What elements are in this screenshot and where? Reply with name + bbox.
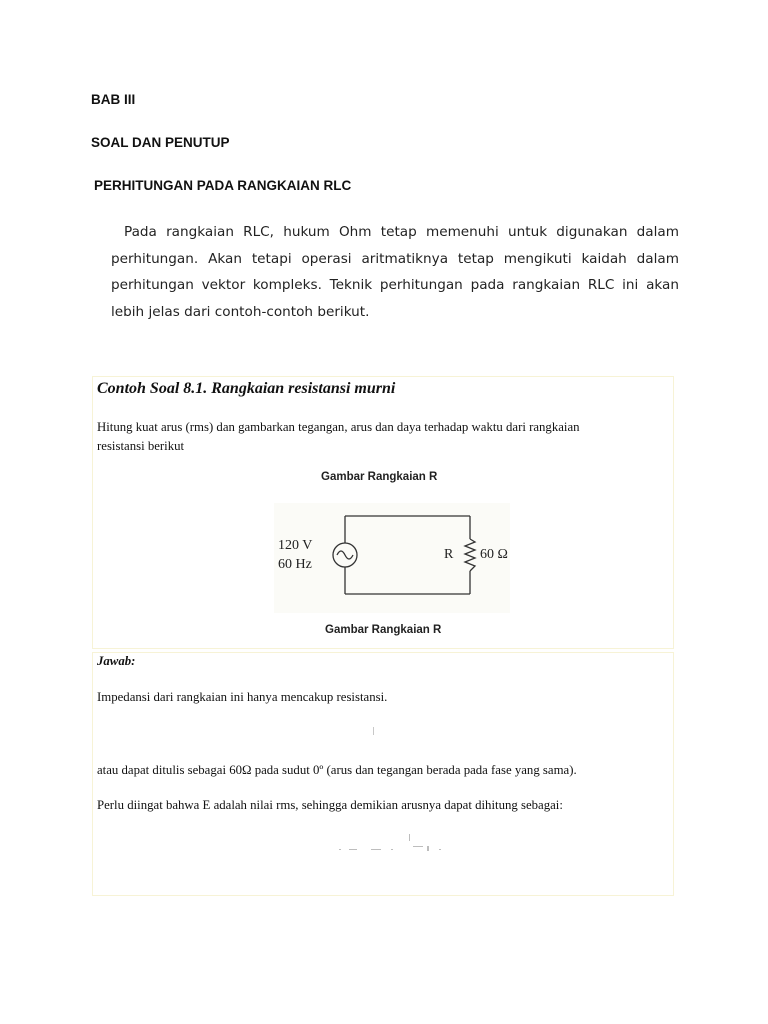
example-question-line1: Hitung kuat arus (rms) dan gambarkan tegangan, arus dan daya terhadap waktu dari rangkaian	[97, 420, 580, 434]
resistor-value-label: 60 Ω	[480, 547, 508, 562]
circuit-diagram	[274, 503, 514, 615]
chapter-heading: BAB III	[91, 92, 136, 107]
sine-wave-icon	[337, 551, 353, 559]
intro-paragraph: Pada rangkaian RLC, hukum Ohm tetap memenuhi untuk digunakan dalam perhitungan. Akan tetapi operasi aritmatiknya tetap mengikuti kaidah dalam perhitungan vektor kompleks. Teknik perhitungan pada rangkaian RLC ini akan lebih jelas dari contoh-contoh berikut.	[111, 224, 679, 320]
source-frequency-label: 60 Hz	[278, 557, 312, 572]
source-voltage-label: 120 V	[278, 538, 313, 553]
figure-caption-top: Gambar Rangkaian R	[321, 471, 438, 483]
figure-caption-bottom: Gambar Rangkaian R	[325, 624, 442, 636]
resistor-symbol-label: R	[444, 547, 454, 562]
subsection-heading: PERHITUNGAN PADA RANGKAIAN RLC	[94, 178, 352, 193]
example-title: Contoh Soal 8.1. Rangkaian resistansi murni	[97, 380, 396, 397]
equation-image-2	[335, 832, 450, 856]
answer-line3: Perlu diingat bahwa E adalah nilai rms, sehingga demikian arusnya dapat dihitung sebagai:	[97, 798, 563, 812]
equation-image-1	[373, 727, 374, 735]
answer-line2: atau dapat ditulis sebagai 60Ω pada sudut 0º (arus dan tegangan berada pada fase yang sama).	[97, 763, 577, 777]
section-heading: SOAL DAN PENUTUP	[91, 135, 230, 150]
answer-line1: Impedansi dari rangkaian ini hanya mencakup resistansi.	[97, 690, 388, 704]
example-question-line2: resistansi berikut	[97, 439, 185, 453]
resistor-icon	[465, 539, 475, 571]
answer-label: Jawab:	[97, 654, 136, 668]
